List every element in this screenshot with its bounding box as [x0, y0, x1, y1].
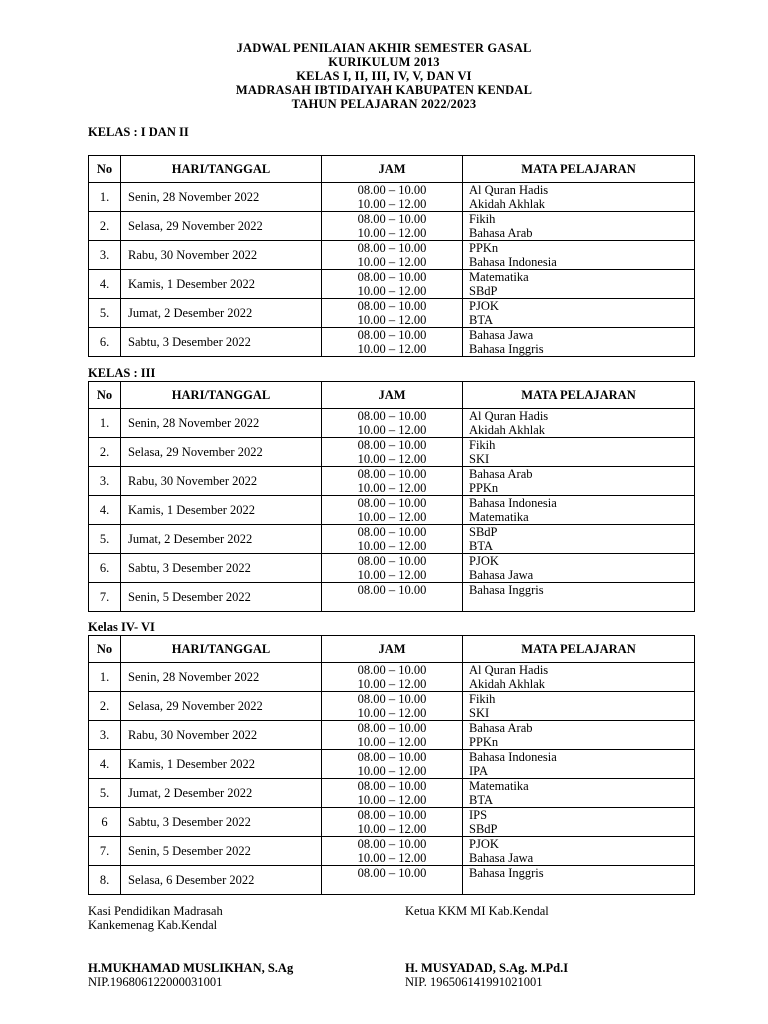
row-time: 10.00 – 12.00: [357, 706, 427, 720]
header-classes: KELAS I, II, III, IV, V, DAN VI: [296, 69, 472, 83]
row-time-cell: [322, 692, 463, 721]
signature-left-title: Kasi Pendidikan Madrasah: [88, 904, 223, 918]
table-row: [89, 837, 695, 866]
row-time-cell: [322, 837, 463, 866]
row-time-cell: [322, 270, 463, 299]
row-day-date: Selasa, 29 November 2022: [121, 438, 322, 467]
table-row: [89, 554, 695, 583]
row-number: 6.: [89, 554, 121, 583]
row-time: 08.00 – 10.00: [357, 496, 427, 510]
table-row: [89, 328, 695, 357]
row-day-date: Sabtu, 3 Desember 2022: [121, 808, 322, 837]
row-time: 08.00 – 10.00: [357, 409, 427, 423]
signature-right-nip: NIP. 196506141991021001: [405, 975, 543, 989]
row-subject: IPA: [469, 764, 488, 778]
signature-left-office: Kankemenag Kab.Kendal: [88, 918, 218, 932]
row-day-date: Senin, 5 Desember 2022: [121, 583, 322, 612]
row-subject: Fikih: [469, 438, 496, 452]
row-subject: BTA: [469, 539, 493, 553]
row-time: 10.00 – 12.00: [357, 677, 427, 691]
row-time: 10.00 – 12.00: [357, 197, 427, 211]
row-subject: Bahasa Arab: [469, 467, 533, 481]
row-subject: SBdP: [469, 822, 498, 836]
row-time: 08.00 – 10.00: [357, 663, 427, 677]
table-row: [89, 692, 695, 721]
column-header-subject: MATA PELAJARAN: [463, 156, 695, 183]
header-school: MADRASAH IBTIDAIYAH KABUPATEN KENDAL: [235, 83, 533, 97]
row-day-date: Jumat, 2 Desember 2022: [121, 779, 322, 808]
row-time: 08.00 – 10.00: [357, 750, 427, 764]
column-header-time: JAM: [322, 156, 463, 183]
table-row: [89, 525, 695, 554]
table-row: [89, 299, 695, 328]
row-time-cell: [322, 241, 463, 270]
table-row: [89, 183, 695, 212]
column-header-subject: MATA PELAJARAN: [463, 636, 695, 663]
row-number: 1.: [89, 663, 121, 692]
row-subject-cell: [463, 183, 695, 212]
row-time: 10.00 – 12.00: [357, 764, 427, 778]
row-time: 10.00 – 12.00: [357, 568, 427, 582]
row-time: 10.00 – 12.00: [357, 735, 427, 749]
row-time: 10.00 – 12.00: [357, 255, 427, 269]
signature-right-title: Ketua KKM MI Kab.Kendal: [405, 904, 549, 918]
row-number: 6: [89, 808, 121, 837]
row-time: 08.00 – 10.00: [357, 837, 427, 851]
row-subject: PJOK: [469, 837, 499, 851]
row-number: 3.: [89, 721, 121, 750]
row-number: 6.: [89, 328, 121, 357]
table-row: [89, 779, 695, 808]
row-subject: Bahasa Indonesia: [469, 255, 557, 269]
header-title: JADWAL PENILAIAN AKHIR SEMESTER GASAL: [236, 41, 532, 55]
row-subject-cell: [463, 328, 695, 357]
row-number: 4.: [89, 496, 121, 525]
row-day-date: Jumat, 2 Desember 2022: [121, 299, 322, 328]
row-subject: PPKn: [469, 481, 499, 495]
row-time: 08.00 – 10.00: [357, 328, 427, 342]
row-subject: SBdP: [469, 525, 498, 539]
row-time: 08.00 – 10.00: [357, 270, 427, 284]
row-number: 5.: [89, 525, 121, 554]
row-time: 08.00 – 10.00: [357, 467, 427, 481]
row-number: 1.: [89, 183, 121, 212]
table-row: [89, 241, 695, 270]
row-subject: Bahasa Inggris: [469, 583, 544, 597]
row-time-cell: [322, 299, 463, 328]
column-header-time: JAM: [322, 382, 463, 409]
row-time-cell: [322, 721, 463, 750]
table-row: [89, 438, 695, 467]
row-time-cell: [322, 496, 463, 525]
signature-right-name-block: [405, 961, 568, 989]
row-time: 10.00 – 12.00: [357, 284, 427, 298]
table-row: [89, 496, 695, 525]
row-time: 08.00 – 10.00: [357, 525, 427, 539]
row-subject-cell: [463, 241, 695, 270]
row-time: 10.00 – 12.00: [357, 423, 427, 437]
section-label-kelas-4-6: Kelas IV- VI: [88, 620, 155, 634]
row-day-date: Rabu, 30 November 2022: [121, 467, 322, 496]
row-subject: Bahasa Arab: [469, 226, 533, 240]
row-subject: IPS: [469, 808, 488, 822]
row-time-cell: [322, 467, 463, 496]
row-number: 4.: [89, 270, 121, 299]
table-row: [89, 866, 695, 895]
schedule-table-kelas-3: [88, 381, 695, 612]
row-subject-cell: [463, 866, 695, 895]
row-day-date: Selasa, 6 Desember 2022: [121, 866, 322, 895]
row-day-date: Selasa, 29 November 2022: [121, 212, 322, 241]
signature-left-name: H.MUKHAMAD MUSLIKHAN, S.Ag: [88, 961, 294, 975]
row-time-cell: [322, 779, 463, 808]
row-subject-cell: [463, 554, 695, 583]
row-subject-cell: [463, 663, 695, 692]
row-time: 08.00 – 10.00: [357, 779, 427, 793]
column-header-time: JAM: [322, 636, 463, 663]
document-header: [0, 41, 768, 111]
signature-left-block: [88, 904, 223, 932]
row-subject: BTA: [469, 793, 493, 807]
row-time: 10.00 – 12.00: [357, 481, 427, 495]
table-header-row: [89, 382, 695, 409]
row-subject: Fikih: [469, 692, 496, 706]
row-subject-cell: [463, 779, 695, 808]
row-subject-cell: [463, 467, 695, 496]
row-day-date: Senin, 28 November 2022: [121, 663, 322, 692]
row-subject-cell: [463, 299, 695, 328]
row-subject: Bahasa Arab: [469, 721, 533, 735]
row-day-date: Rabu, 30 November 2022: [121, 721, 322, 750]
schedule-table-kelas-1-2: [88, 155, 695, 357]
row-time: 08.00 – 10.00: [357, 299, 427, 313]
row-subject-cell: [463, 837, 695, 866]
table-row: [89, 409, 695, 438]
row-time: 08.00 – 10.00: [357, 866, 427, 880]
row-subject: Matematika: [469, 270, 529, 284]
row-time: 10.00 – 12.00: [357, 226, 427, 240]
column-header-day: HARI/TANGGAL: [121, 382, 322, 409]
row-subject: SKI: [469, 452, 490, 466]
row-subject: Bahasa Indonesia: [469, 750, 557, 764]
row-day-date: Kamis, 1 Desember 2022: [121, 270, 322, 299]
section-label-kelas-3: KELAS : III: [88, 366, 156, 380]
row-time: 10.00 – 12.00: [357, 851, 427, 865]
row-number: 2.: [89, 438, 121, 467]
row-subject-cell: [463, 692, 695, 721]
column-header-subject: MATA PELAJARAN: [463, 382, 695, 409]
signature-left-nip: NIP.196806122000031001: [88, 975, 223, 989]
row-time: 08.00 – 10.00: [357, 583, 427, 597]
table-row: [89, 750, 695, 779]
row-day-date: Kamis, 1 Desember 2022: [121, 750, 322, 779]
row-subject: Bahasa Jawa: [469, 568, 534, 582]
row-time: 08.00 – 10.00: [357, 554, 427, 568]
row-subject: SKI: [469, 706, 490, 720]
row-subject: Al Quran Hadis: [469, 409, 549, 423]
column-header-day: HARI/TANGGAL: [121, 156, 322, 183]
row-subject-cell: [463, 409, 695, 438]
row-time: 08.00 – 10.00: [357, 212, 427, 226]
column-header-day: HARI/TANGGAL: [121, 636, 322, 663]
row-number: 8.: [89, 866, 121, 895]
signature-right-block: [405, 904, 549, 918]
row-time-cell: [322, 212, 463, 241]
row-subject: PPKn: [469, 241, 499, 255]
row-number: 7.: [89, 583, 121, 612]
row-subject-cell: [463, 721, 695, 750]
row-number: 2.: [89, 692, 121, 721]
row-number: 4.: [89, 750, 121, 779]
row-time: 10.00 – 12.00: [357, 342, 427, 356]
row-number: 1.: [89, 409, 121, 438]
row-subject: Bahasa Inggris: [469, 866, 544, 880]
row-time: 08.00 – 10.00: [357, 808, 427, 822]
table-row: [89, 721, 695, 750]
row-time-cell: [322, 438, 463, 467]
row-time: 08.00 – 10.00: [357, 438, 427, 452]
row-subject-cell: [463, 583, 695, 612]
row-time-cell: [322, 583, 463, 612]
row-number: 5.: [89, 299, 121, 328]
row-number: 3.: [89, 467, 121, 496]
row-time: 08.00 – 10.00: [357, 692, 427, 706]
row-time: 08.00 – 10.00: [357, 241, 427, 255]
row-subject-cell: [463, 750, 695, 779]
table-row: [89, 808, 695, 837]
row-time: 10.00 – 12.00: [357, 539, 427, 553]
row-time-cell: [322, 808, 463, 837]
row-subject-cell: [463, 212, 695, 241]
column-header-no: No: [89, 156, 121, 183]
table-row: [89, 270, 695, 299]
row-subject: Bahasa Jawa: [469, 851, 534, 865]
row-subject: Akidah Akhlak: [469, 423, 546, 437]
row-subject-cell: [463, 496, 695, 525]
row-day-date: Sabtu, 3 Desember 2022: [121, 328, 322, 357]
row-subject: Matematika: [469, 510, 529, 524]
row-day-date: Kamis, 1 Desember 2022: [121, 496, 322, 525]
row-subject: Bahasa Jawa: [469, 328, 534, 342]
row-time: 10.00 – 12.00: [357, 452, 427, 466]
header-year: TAHUN PELAJARAN 2022/2023: [291, 97, 477, 111]
row-day-date: Senin, 28 November 2022: [121, 409, 322, 438]
row-number: 5.: [89, 779, 121, 808]
table-row: [89, 663, 695, 692]
row-subject: SBdP: [469, 284, 498, 298]
row-subject-cell: [463, 525, 695, 554]
column-header-no: No: [89, 382, 121, 409]
row-time: 08.00 – 10.00: [357, 183, 427, 197]
row-subject: Matematika: [469, 779, 529, 793]
row-subject-cell: [463, 438, 695, 467]
column-header-no: No: [89, 636, 121, 663]
row-subject-cell: [463, 270, 695, 299]
row-time-cell: [322, 866, 463, 895]
row-subject: Akidah Akhlak: [469, 197, 546, 211]
row-subject: BTA: [469, 313, 493, 327]
row-time: 10.00 – 12.00: [357, 822, 427, 836]
section-label-kelas-1-2: KELAS : I DAN II: [88, 125, 189, 139]
table-header-row: [89, 156, 695, 183]
row-subject: PJOK: [469, 554, 499, 568]
row-time-cell: [322, 328, 463, 357]
row-time: 08.00 – 10.00: [357, 721, 427, 735]
table-row: [89, 212, 695, 241]
row-time-cell: [322, 554, 463, 583]
row-time-cell: [322, 525, 463, 554]
row-number: 2.: [89, 212, 121, 241]
row-time-cell: [322, 663, 463, 692]
table-header-row: [89, 636, 695, 663]
row-time-cell: [322, 183, 463, 212]
row-subject-cell: [463, 808, 695, 837]
row-day-date: Rabu, 30 November 2022: [121, 241, 322, 270]
row-time-cell: [322, 409, 463, 438]
row-subject: PPKn: [469, 735, 499, 749]
row-number: 3.: [89, 241, 121, 270]
schedule-table-kelas-4-6: [88, 635, 695, 895]
row-time: 10.00 – 12.00: [357, 510, 427, 524]
row-subject: Al Quran Hadis: [469, 663, 549, 677]
row-subject: Fikih: [469, 212, 496, 226]
row-time: 10.00 – 12.00: [357, 793, 427, 807]
row-subject: Bahasa Indonesia: [469, 496, 557, 510]
table-row: [89, 467, 695, 496]
row-subject: Bahasa Inggris: [469, 342, 544, 356]
table-row: [89, 583, 695, 612]
row-day-date: Jumat, 2 Desember 2022: [121, 525, 322, 554]
row-subject: PJOK: [469, 299, 499, 313]
row-day-date: Senin, 5 Desember 2022: [121, 837, 322, 866]
row-day-date: Selasa, 29 November 2022: [121, 692, 322, 721]
row-subject: Al Quran Hadis: [469, 183, 549, 197]
row-day-date: Sabtu, 3 Desember 2022: [121, 554, 322, 583]
row-day-date: Senin, 28 November 2022: [121, 183, 322, 212]
signature-left-name-block: [88, 961, 293, 989]
signature-right-name: H. MUSYADAD, S.Ag. M.Pd.I: [405, 961, 569, 975]
row-subject: Akidah Akhlak: [469, 677, 546, 691]
header-curriculum: KURIKULUM 2013: [328, 55, 440, 69]
row-time: 10.00 – 12.00: [357, 313, 427, 327]
row-time-cell: [322, 750, 463, 779]
row-number: 7.: [89, 837, 121, 866]
